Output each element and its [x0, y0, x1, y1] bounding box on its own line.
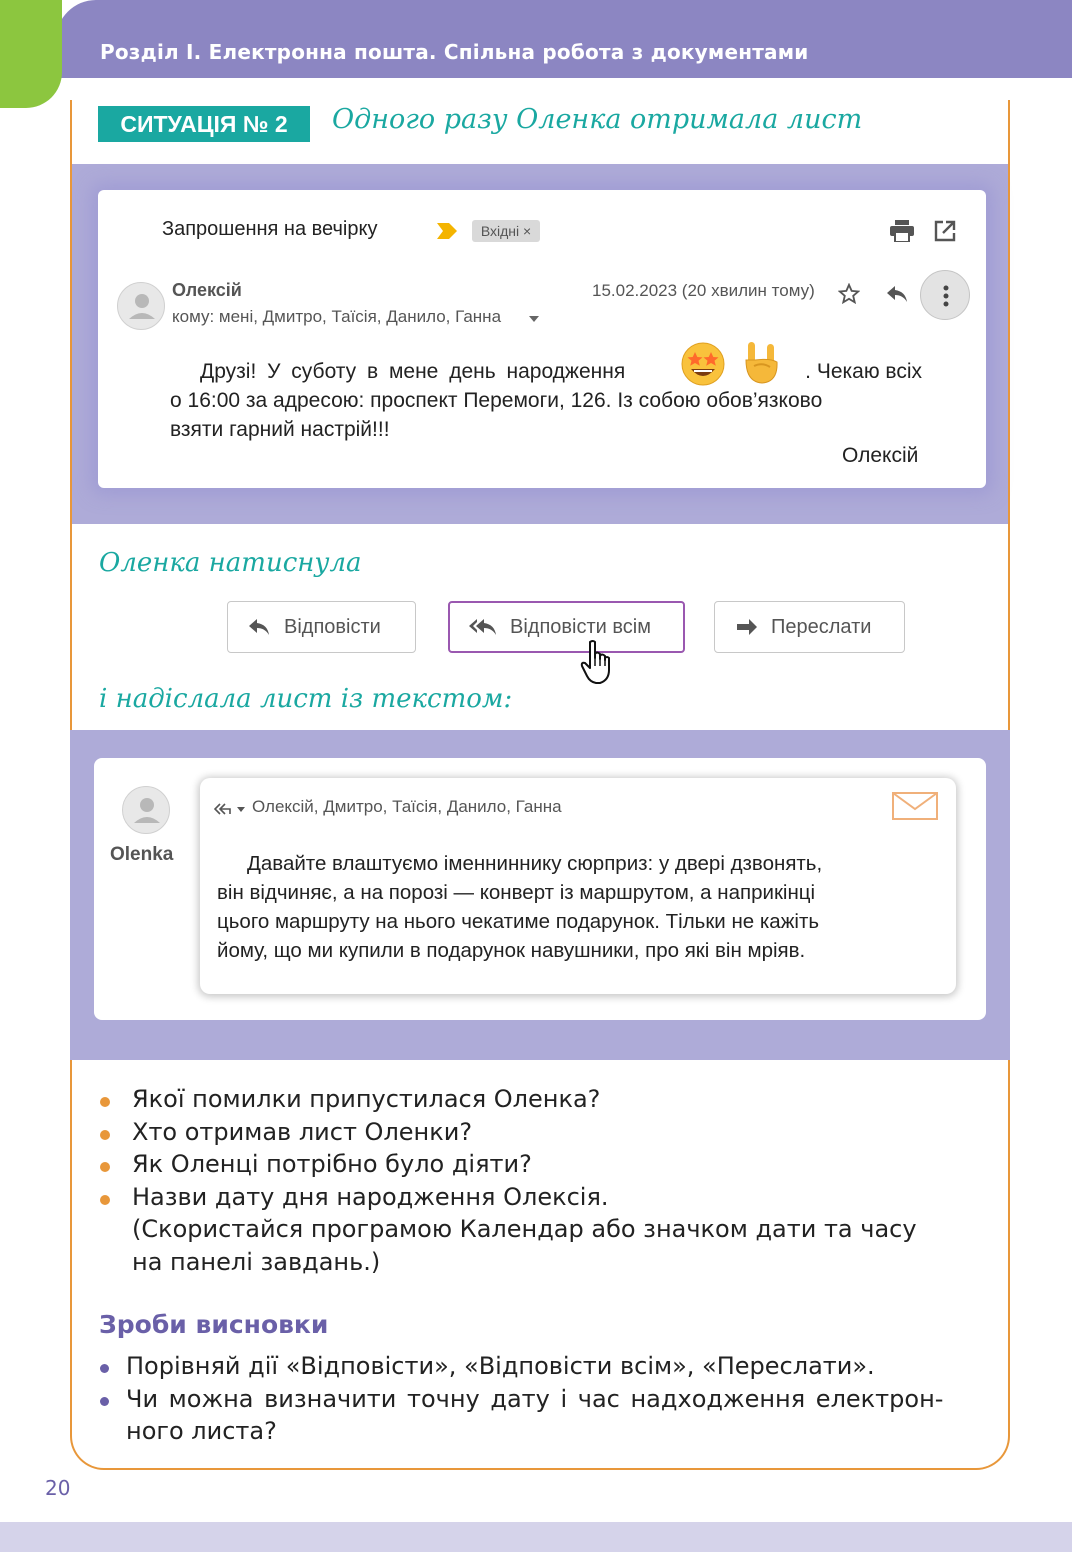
situation-caption: Одного разу Оленка отримала лист: [332, 104, 863, 135]
person-icon: [123, 787, 170, 834]
sender-name: Олексій: [172, 280, 242, 300]
conclusions-list: [100, 1350, 988, 1448]
sign-of-horns-emoji: [740, 338, 782, 386]
email-body-line-1a: Друзі! У суботу в мене день народження: [200, 360, 626, 383]
question-item: Як Оленці потрібно було діяти?: [100, 1148, 980, 1181]
recipients-list: кому: мені, Дмитро, Таїсія, Данило, Ганна: [172, 307, 502, 326]
reply-icon: [246, 617, 272, 637]
email-signature: Олексій: [842, 444, 919, 467]
sent-heading: і надіслала лист із текстом:: [99, 684, 513, 714]
forward-button-label: Переслати: [771, 615, 872, 638]
conclusions-title: Зроби висновки: [99, 1310, 329, 1339]
reply-message-text: [217, 849, 917, 965]
question-item: Якої помилки припустилася Оленка?: [100, 1083, 980, 1116]
reply-text-line: йому, що ми купили в подарунок навушники, про які він мріяв.: [217, 939, 806, 962]
reply-all-icon: [468, 617, 498, 637]
conclusion-item-continuation: ного листа?: [126, 1417, 277, 1445]
more-vertical-icon: [921, 271, 971, 321]
inbox-label-chip[interactable]: Вхідні ×: [472, 220, 540, 242]
reply-author-name: Olenka: [110, 844, 174, 865]
reply-all-button-label: Відповісти всім: [510, 615, 651, 638]
hand-pointer-cursor-icon: [578, 638, 618, 686]
reply-text-line: він відчиняє, а на порозі — конверт із маршрутом, а наприкінці: [217, 881, 816, 904]
email-subject: Запрошення на вечірку: [162, 218, 378, 240]
open-in-new-window-icon[interactable]: [934, 220, 956, 242]
email-body-line-3: взяти гарний настрій!!!: [170, 418, 390, 441]
reply-all-dropdown-icon[interactable]: [214, 802, 248, 816]
print-icon[interactable]: [890, 220, 914, 242]
reply-text-line: Давайте влаштуємо іменниннику сюрприз: у двері дзвонять,: [247, 852, 823, 875]
forward-button[interactable]: [714, 601, 905, 653]
header-bar: [56, 0, 1072, 78]
situation-badge: СИТУАЦІЯ № 2: [98, 106, 310, 142]
recipients-dropdown-icon[interactable]: [529, 316, 539, 322]
person-icon: [118, 283, 165, 330]
reply-all-button[interactable]: [448, 601, 685, 653]
reply-button[interactable]: [227, 601, 416, 653]
forward-icon: [735, 617, 759, 637]
star-struck-emoji: [680, 341, 726, 387]
questions-list: [100, 1083, 980, 1278]
important-label-icon: [436, 222, 458, 240]
reply-button-label: Відповісти: [284, 615, 381, 638]
footer-bar: [0, 1522, 1072, 1552]
reply-recipients: Олексій, Дмитро, Таїсія, Данило, Ганна: [252, 797, 562, 816]
conclusion-item: Порівняй дії «Відповісти», «Відповісти всім», «Переслати».: [100, 1350, 988, 1383]
question-item-continuation: (Скористайся програмою Календар або значком дати та часу: [132, 1215, 917, 1243]
question-item: Назви дату дня народження Олексія.: [100, 1181, 980, 1214]
more-options-button[interactable]: [920, 270, 970, 320]
question-item-continuation: на панелі завдань.): [132, 1247, 381, 1276]
envelope-icon: [892, 792, 938, 820]
email-body-line-1b: . Чекаю всіх: [805, 360, 922, 383]
email-body-line-2: о 16:00 за адресою: проспект Перемоги, 126. Із собою обов’язково: [170, 389, 823, 412]
question-item: Хто отримав лист Оленки?: [100, 1116, 980, 1149]
star-icon[interactable]: [838, 283, 860, 305]
header-green-tab: [0, 0, 62, 108]
action-heading: Оленка натиснула: [99, 548, 362, 578]
page-number: 20: [45, 1476, 71, 1500]
chapter-title: Розділ І. Електронна пошта. Спільна робота з документами: [100, 40, 809, 64]
olenka-avatar: [122, 786, 170, 834]
reply-icon[interactable]: [885, 284, 909, 304]
email-datetime: 15.02.2023 (20 хвилин тому): [592, 281, 815, 300]
conclusion-item: Чи можна визначити точну дату і час надходження електрон-: [100, 1383, 988, 1416]
reply-text-line: цього маршруту на нього чекатиме подарунок. Тільки не кажіть: [217, 910, 820, 933]
sender-avatar: [117, 282, 165, 330]
